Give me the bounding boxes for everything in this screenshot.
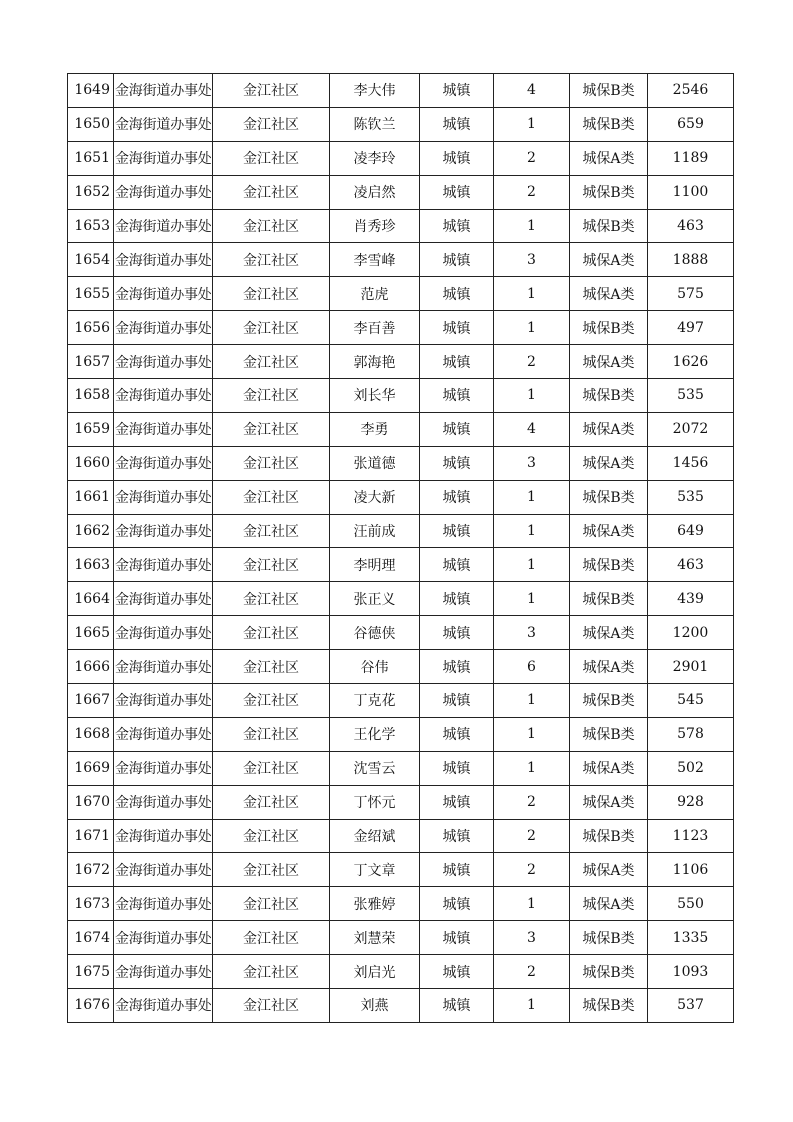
person-name-cell: 范虎 xyxy=(330,277,420,311)
community-cell: 金江社区 xyxy=(213,717,330,751)
record-id-cell: 1659 xyxy=(68,412,114,446)
person-name-cell: 张正义 xyxy=(330,582,420,616)
record-id-cell: 1665 xyxy=(68,616,114,650)
category-cell: 城保B类 xyxy=(570,311,648,345)
record-id-cell: 1674 xyxy=(68,921,114,955)
household-count-cell: 1 xyxy=(494,751,570,785)
table-row xyxy=(68,887,734,921)
table-row xyxy=(68,921,734,955)
community-cell: 金江社区 xyxy=(213,141,330,175)
area-type-cell: 城镇 xyxy=(420,548,494,582)
person-name-cell: 张道德 xyxy=(330,446,420,480)
household-count-cell: 2 xyxy=(494,853,570,887)
household-count-cell: 2 xyxy=(494,141,570,175)
community-cell: 金江社区 xyxy=(213,107,330,141)
household-count-cell: 1 xyxy=(494,107,570,141)
area-type-cell: 城镇 xyxy=(420,277,494,311)
area-type-cell: 城镇 xyxy=(420,582,494,616)
amount-cell: 1335 xyxy=(648,921,734,955)
category-cell: 城保A类 xyxy=(570,277,648,311)
person-name-cell: 李百善 xyxy=(330,311,420,345)
category-cell: 城保A类 xyxy=(570,446,648,480)
table-row xyxy=(68,311,734,345)
community-cell: 金江社区 xyxy=(213,921,330,955)
amount-cell: 1093 xyxy=(648,955,734,989)
table-row xyxy=(68,514,734,548)
record-id-cell: 1660 xyxy=(68,446,114,480)
community-cell: 金江社区 xyxy=(213,582,330,616)
office-cell: 金海街道办事处 xyxy=(114,853,213,887)
amount-cell: 1106 xyxy=(648,853,734,887)
office-cell: 金海街道办事处 xyxy=(114,209,213,243)
office-cell: 金海街道办事处 xyxy=(114,107,213,141)
area-type-cell: 城镇 xyxy=(420,209,494,243)
category-cell: 城保A类 xyxy=(570,751,648,785)
community-cell: 金江社区 xyxy=(213,480,330,514)
person-name-cell: 金绍斌 xyxy=(330,819,420,853)
amount-cell: 1100 xyxy=(648,175,734,209)
amount-cell: 463 xyxy=(648,548,734,582)
office-cell: 金海街道办事处 xyxy=(114,175,213,209)
category-cell: 城保B类 xyxy=(570,548,648,582)
table-row xyxy=(68,412,734,446)
person-name-cell: 肖秀珍 xyxy=(330,209,420,243)
office-cell: 金海街道办事处 xyxy=(114,311,213,345)
community-cell: 金江社区 xyxy=(213,209,330,243)
person-name-cell: 谷伟 xyxy=(330,650,420,684)
household-count-cell: 6 xyxy=(494,650,570,684)
area-type-cell: 城镇 xyxy=(420,785,494,819)
area-type-cell: 城镇 xyxy=(420,853,494,887)
amount-cell: 2072 xyxy=(648,412,734,446)
person-name-cell: 刘长华 xyxy=(330,379,420,413)
amount-cell: 535 xyxy=(648,379,734,413)
amount-cell: 497 xyxy=(648,311,734,345)
table-row xyxy=(68,819,734,853)
area-type-cell: 城镇 xyxy=(420,717,494,751)
community-cell: 金江社区 xyxy=(213,684,330,718)
office-cell: 金海街道办事处 xyxy=(114,785,213,819)
office-cell: 金海街道办事处 xyxy=(114,989,213,1023)
category-cell: 城保A类 xyxy=(570,785,648,819)
area-type-cell: 城镇 xyxy=(420,751,494,785)
table-row xyxy=(68,717,734,751)
record-id-cell: 1654 xyxy=(68,243,114,277)
office-cell: 金海街道办事处 xyxy=(114,921,213,955)
person-name-cell: 刘启光 xyxy=(330,955,420,989)
category-cell: 城保A类 xyxy=(570,345,648,379)
person-name-cell: 丁文章 xyxy=(330,853,420,887)
community-cell: 金江社区 xyxy=(213,175,330,209)
person-name-cell: 李明理 xyxy=(330,548,420,582)
amount-cell: 2901 xyxy=(648,650,734,684)
office-cell: 金海街道办事处 xyxy=(114,955,213,989)
household-count-cell: 2 xyxy=(494,785,570,819)
category-cell: 城保B类 xyxy=(570,955,648,989)
table-row xyxy=(68,650,734,684)
person-name-cell: 谷德侠 xyxy=(330,616,420,650)
record-id-cell: 1656 xyxy=(68,311,114,345)
office-cell: 金海街道办事处 xyxy=(114,243,213,277)
record-id-cell: 1675 xyxy=(68,955,114,989)
category-cell: 城保A类 xyxy=(570,853,648,887)
record-id-cell: 1676 xyxy=(68,989,114,1023)
table-row xyxy=(68,74,734,108)
area-type-cell: 城镇 xyxy=(420,141,494,175)
person-name-cell: 李大伟 xyxy=(330,74,420,108)
category-cell: 城保A类 xyxy=(570,887,648,921)
record-id-cell: 1671 xyxy=(68,819,114,853)
area-type-cell: 城镇 xyxy=(420,243,494,277)
community-cell: 金江社区 xyxy=(213,785,330,819)
area-type-cell: 城镇 xyxy=(420,955,494,989)
category-cell: 城保A类 xyxy=(570,514,648,548)
office-cell: 金海街道办事处 xyxy=(114,887,213,921)
table-row xyxy=(68,785,734,819)
community-cell: 金江社区 xyxy=(213,650,330,684)
amount-cell: 1888 xyxy=(648,243,734,277)
record-id-cell: 1672 xyxy=(68,853,114,887)
record-id-cell: 1667 xyxy=(68,684,114,718)
category-cell: 城保A类 xyxy=(570,650,648,684)
table-row xyxy=(68,684,734,718)
area-type-cell: 城镇 xyxy=(420,514,494,548)
person-name-cell: 刘燕 xyxy=(330,989,420,1023)
person-name-cell: 沈雪云 xyxy=(330,751,420,785)
community-cell: 金江社区 xyxy=(213,751,330,785)
category-cell: 城保B类 xyxy=(570,684,648,718)
community-cell: 金江社区 xyxy=(213,446,330,480)
category-cell: 城保B类 xyxy=(570,379,648,413)
office-cell: 金海街道办事处 xyxy=(114,379,213,413)
community-cell: 金江社区 xyxy=(213,74,330,108)
amount-cell: 649 xyxy=(648,514,734,548)
community-cell: 金江社区 xyxy=(213,311,330,345)
household-count-cell: 1 xyxy=(494,311,570,345)
office-cell: 金海街道办事处 xyxy=(114,717,213,751)
table-row xyxy=(68,243,734,277)
area-type-cell: 城镇 xyxy=(420,921,494,955)
record-id-cell: 1650 xyxy=(68,107,114,141)
table-row xyxy=(68,548,734,582)
area-type-cell: 城镇 xyxy=(420,379,494,413)
office-cell: 金海街道办事处 xyxy=(114,141,213,175)
office-cell: 金海街道办事处 xyxy=(114,548,213,582)
office-cell: 金海街道办事处 xyxy=(114,819,213,853)
household-count-cell: 3 xyxy=(494,921,570,955)
office-cell: 金海街道办事处 xyxy=(114,446,213,480)
table-row xyxy=(68,955,734,989)
record-id-cell: 1655 xyxy=(68,277,114,311)
community-cell: 金江社区 xyxy=(213,412,330,446)
record-id-cell: 1663 xyxy=(68,548,114,582)
record-id-cell: 1666 xyxy=(68,650,114,684)
category-cell: 城保B类 xyxy=(570,107,648,141)
category-cell: 城保A类 xyxy=(570,243,648,277)
office-cell: 金海街道办事处 xyxy=(114,751,213,785)
amount-cell: 1200 xyxy=(648,616,734,650)
area-type-cell: 城镇 xyxy=(420,650,494,684)
record-id-cell: 1652 xyxy=(68,175,114,209)
category-cell: 城保B类 xyxy=(570,921,648,955)
household-count-cell: 1 xyxy=(494,989,570,1023)
record-id-cell: 1673 xyxy=(68,887,114,921)
household-count-cell: 1 xyxy=(494,684,570,718)
record-id-cell: 1649 xyxy=(68,74,114,108)
community-cell: 金江社区 xyxy=(213,514,330,548)
category-cell: 城保A类 xyxy=(570,616,648,650)
category-cell: 城保A类 xyxy=(570,141,648,175)
amount-cell: 550 xyxy=(648,887,734,921)
community-cell: 金江社区 xyxy=(213,277,330,311)
office-cell: 金海街道办事处 xyxy=(114,277,213,311)
household-count-cell: 2 xyxy=(494,819,570,853)
household-count-cell: 2 xyxy=(494,955,570,989)
household-count-cell: 1 xyxy=(494,548,570,582)
area-type-cell: 城镇 xyxy=(420,412,494,446)
record-id-cell: 1670 xyxy=(68,785,114,819)
person-name-cell: 丁克花 xyxy=(330,684,420,718)
record-id-cell: 1651 xyxy=(68,141,114,175)
table-row xyxy=(68,175,734,209)
household-count-cell: 3 xyxy=(494,446,570,480)
amount-cell: 463 xyxy=(648,209,734,243)
person-name-cell: 凌李玲 xyxy=(330,141,420,175)
area-type-cell: 城镇 xyxy=(420,480,494,514)
person-name-cell: 王化学 xyxy=(330,717,420,751)
table-row xyxy=(68,751,734,785)
amount-cell: 535 xyxy=(648,480,734,514)
person-name-cell: 丁怀元 xyxy=(330,785,420,819)
area-type-cell: 城镇 xyxy=(420,345,494,379)
category-cell: 城保A类 xyxy=(570,412,648,446)
area-type-cell: 城镇 xyxy=(420,989,494,1023)
amount-cell: 659 xyxy=(648,107,734,141)
amount-cell: 1456 xyxy=(648,446,734,480)
household-count-cell: 3 xyxy=(494,616,570,650)
person-name-cell: 李勇 xyxy=(330,412,420,446)
community-cell: 金江社区 xyxy=(213,345,330,379)
community-cell: 金江社区 xyxy=(213,243,330,277)
category-cell: 城保B类 xyxy=(570,989,648,1023)
household-count-cell: 1 xyxy=(494,480,570,514)
office-cell: 金海街道办事处 xyxy=(114,582,213,616)
person-name-cell: 张雅婷 xyxy=(330,887,420,921)
category-cell: 城保B类 xyxy=(570,480,648,514)
household-count-cell: 4 xyxy=(494,74,570,108)
office-cell: 金海街道办事处 xyxy=(114,650,213,684)
amount-cell: 1189 xyxy=(648,141,734,175)
person-name-cell: 李雪峰 xyxy=(330,243,420,277)
area-type-cell: 城镇 xyxy=(420,684,494,718)
record-id-cell: 1657 xyxy=(68,345,114,379)
person-name-cell: 刘慧荣 xyxy=(330,921,420,955)
community-cell: 金江社区 xyxy=(213,616,330,650)
area-type-cell: 城镇 xyxy=(420,311,494,345)
amount-cell: 1123 xyxy=(648,819,734,853)
amount-cell: 537 xyxy=(648,989,734,1023)
household-count-cell: 1 xyxy=(494,514,570,548)
amount-cell: 2546 xyxy=(648,74,734,108)
table-row xyxy=(68,277,734,311)
office-cell: 金海街道办事处 xyxy=(114,514,213,548)
office-cell: 金海街道办事处 xyxy=(114,345,213,379)
office-cell: 金海街道办事处 xyxy=(114,74,213,108)
category-cell: 城保B类 xyxy=(570,209,648,243)
community-cell: 金江社区 xyxy=(213,548,330,582)
community-cell: 金江社区 xyxy=(213,819,330,853)
amount-cell: 578 xyxy=(648,717,734,751)
community-cell: 金江社区 xyxy=(213,989,330,1023)
community-cell: 金江社区 xyxy=(213,887,330,921)
category-cell: 城保B类 xyxy=(570,819,648,853)
person-name-cell: 凌启然 xyxy=(330,175,420,209)
amount-cell: 575 xyxy=(648,277,734,311)
household-count-cell: 1 xyxy=(494,887,570,921)
office-cell: 金海街道办事处 xyxy=(114,684,213,718)
household-count-cell: 2 xyxy=(494,175,570,209)
category-cell: 城保B类 xyxy=(570,582,648,616)
category-cell: 城保B类 xyxy=(570,175,648,209)
household-count-cell: 3 xyxy=(494,243,570,277)
record-id-cell: 1664 xyxy=(68,582,114,616)
record-id-cell: 1658 xyxy=(68,379,114,413)
table-row xyxy=(68,582,734,616)
table-row xyxy=(68,446,734,480)
table-row xyxy=(68,209,734,243)
person-name-cell: 陈钦兰 xyxy=(330,107,420,141)
person-name-cell: 凌大新 xyxy=(330,480,420,514)
records-table xyxy=(67,73,734,1023)
table-row xyxy=(68,853,734,887)
community-cell: 金江社区 xyxy=(213,379,330,413)
category-cell: 城保B类 xyxy=(570,717,648,751)
table-row xyxy=(68,480,734,514)
record-id-cell: 1662 xyxy=(68,514,114,548)
household-count-cell: 1 xyxy=(494,209,570,243)
amount-cell: 928 xyxy=(648,785,734,819)
household-count-cell: 1 xyxy=(494,379,570,413)
table-row xyxy=(68,379,734,413)
office-cell: 金海街道办事处 xyxy=(114,616,213,650)
area-type-cell: 城镇 xyxy=(420,616,494,650)
record-id-cell: 1661 xyxy=(68,480,114,514)
amount-cell: 502 xyxy=(648,751,734,785)
community-cell: 金江社区 xyxy=(213,955,330,989)
area-type-cell: 城镇 xyxy=(420,74,494,108)
table-row xyxy=(68,107,734,141)
record-id-cell: 1668 xyxy=(68,717,114,751)
person-name-cell: 郭海艳 xyxy=(330,345,420,379)
area-type-cell: 城镇 xyxy=(420,446,494,480)
area-type-cell: 城镇 xyxy=(420,819,494,853)
area-type-cell: 城镇 xyxy=(420,175,494,209)
household-count-cell: 1 xyxy=(494,582,570,616)
amount-cell: 545 xyxy=(648,684,734,718)
table-row xyxy=(68,616,734,650)
area-type-cell: 城镇 xyxy=(420,887,494,921)
household-count-cell: 4 xyxy=(494,412,570,446)
records-table-body xyxy=(68,74,734,1023)
table-row xyxy=(68,989,734,1023)
table-row xyxy=(68,345,734,379)
person-name-cell: 汪前成 xyxy=(330,514,420,548)
amount-cell: 1626 xyxy=(648,345,734,379)
record-id-cell: 1653 xyxy=(68,209,114,243)
category-cell: 城保B类 xyxy=(570,74,648,108)
household-count-cell: 1 xyxy=(494,277,570,311)
amount-cell: 439 xyxy=(648,582,734,616)
table-row xyxy=(68,141,734,175)
office-cell: 金海街道办事处 xyxy=(114,412,213,446)
household-count-cell: 2 xyxy=(494,345,570,379)
record-id-cell: 1669 xyxy=(68,751,114,785)
area-type-cell: 城镇 xyxy=(420,107,494,141)
office-cell: 金海街道办事处 xyxy=(114,480,213,514)
household-count-cell: 1 xyxy=(494,717,570,751)
community-cell: 金江社区 xyxy=(213,853,330,887)
